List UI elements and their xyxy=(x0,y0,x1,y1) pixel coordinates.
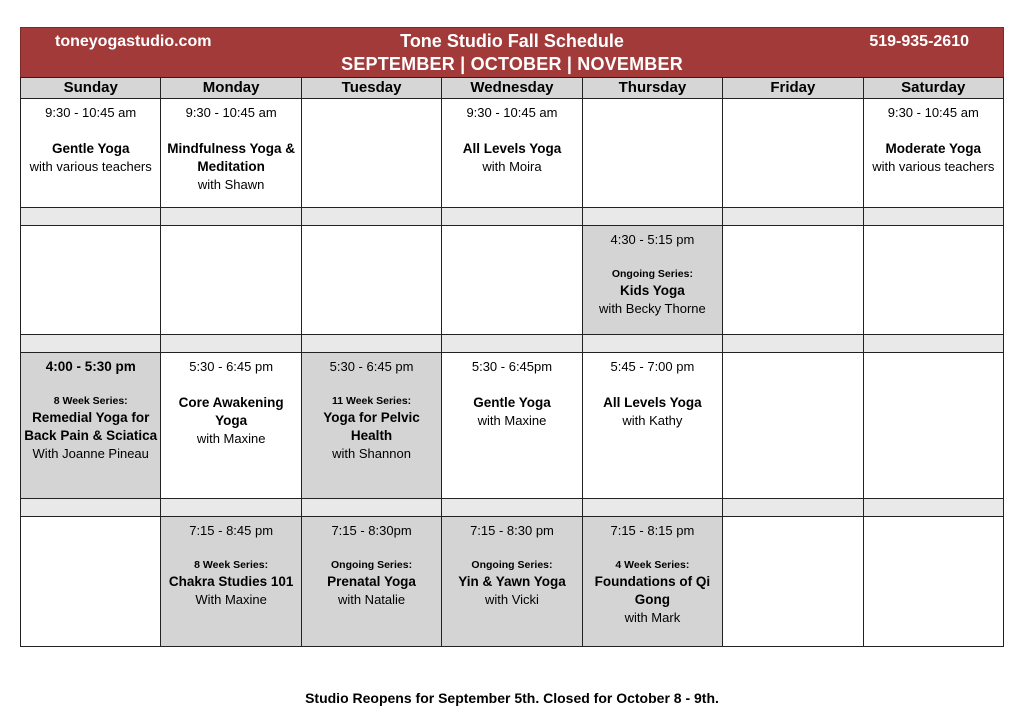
schedule-row-late-evening xyxy=(21,517,1004,647)
class-time: 5:45 - 7:00 pm xyxy=(610,359,695,374)
empty-cell xyxy=(723,353,863,499)
class-time: 7:15 - 8:45 pm xyxy=(189,523,274,538)
class-time: 9:30 - 10:45 am xyxy=(466,105,558,120)
class-cell-wednesday-late[interactable] xyxy=(442,517,582,647)
schedule-sheet xyxy=(20,27,1004,647)
day-header-saturday: Saturday xyxy=(863,78,1003,99)
schedule-footer-note: Studio Reopens for September 5th. Closed for October 8 - 9th. xyxy=(305,690,719,706)
series-label: Ongoing Series: xyxy=(611,268,693,280)
class-cell-thursday-afternoon[interactable] xyxy=(582,226,722,335)
empty-cell xyxy=(863,517,1003,647)
empty-cell xyxy=(161,226,301,335)
class-name: Kids Yoga xyxy=(620,283,685,298)
schedule-row-morning xyxy=(21,99,1004,208)
series-label: Ongoing Series: xyxy=(331,559,413,571)
class-cell-monday-evening[interactable] xyxy=(161,353,301,499)
day-header-tuesday: Tuesday xyxy=(301,78,441,99)
class-cell-monday-morning[interactable] xyxy=(161,99,301,208)
schedule-table xyxy=(20,77,1004,647)
empty-cell xyxy=(723,99,863,208)
class-cell-sunday-morning[interactable] xyxy=(21,99,161,208)
class-cell-thursday-late[interactable] xyxy=(582,517,722,647)
class-cell-monday-late[interactable] xyxy=(161,517,301,647)
class-name: Foundations of Qi Gong xyxy=(594,574,711,607)
class-instructor: with various teachers xyxy=(872,159,995,174)
class-cell-saturday-morning[interactable] xyxy=(863,99,1003,208)
class-name: All Levels Yoga xyxy=(462,141,562,156)
empty-cell xyxy=(863,226,1003,335)
class-instructor: with Shannon xyxy=(332,446,411,461)
class-cell-wednesday-evening[interactable] xyxy=(442,353,582,499)
day-header-monday: Monday xyxy=(161,78,301,99)
class-time: 5:30 - 6:45pm xyxy=(471,359,553,374)
day-header-row xyxy=(21,78,1004,99)
series-label: 11 Week Series: xyxy=(331,395,412,407)
class-instructor: with Becky Thorne xyxy=(599,301,706,316)
class-cell-wednesday-morning[interactable] xyxy=(442,99,582,208)
class-instructor: with Maxine xyxy=(477,413,547,428)
empty-cell xyxy=(21,226,161,335)
class-time: 4:00 - 5:30 pm xyxy=(45,359,136,374)
empty-cell xyxy=(301,226,441,335)
day-header-sunday: Sunday xyxy=(21,78,161,99)
class-instructor: With Joanne Pineau xyxy=(32,446,149,461)
class-name: Yin & Yawn Yoga xyxy=(458,574,566,589)
website-link[interactable]: toneyogastudio.com xyxy=(55,33,212,50)
class-time: 7:15 - 8:15 pm xyxy=(610,523,695,538)
day-header-wednesday: Wednesday xyxy=(442,78,582,99)
phone-number: 519-935-2610 xyxy=(869,33,969,50)
schedule-row-afternoon xyxy=(21,226,1004,335)
class-name: Core Awakening Yoga xyxy=(178,395,284,428)
class-name: Moderate Yoga xyxy=(885,141,982,156)
series-label: 4 Week Series: xyxy=(615,559,690,571)
empty-cell xyxy=(723,517,863,647)
class-cell-thursday-evening[interactable] xyxy=(582,353,722,499)
class-cell-tuesday-evening[interactable] xyxy=(301,353,441,499)
schedule-row-evening xyxy=(21,353,1004,499)
class-time: 7:15 - 8:30pm xyxy=(331,523,412,538)
class-time: 4:30 - 5:15 pm xyxy=(610,232,695,247)
class-time: 9:30 - 10:45 am xyxy=(887,105,979,120)
separator-row xyxy=(21,208,1004,226)
class-instructor: with Mark xyxy=(624,610,681,625)
class-instructor: with Shawn xyxy=(197,177,265,192)
class-instructor: with Maxine xyxy=(196,431,266,446)
class-instructor: with Natalie xyxy=(337,592,406,607)
class-name: Chakra Studies 101 xyxy=(168,574,294,589)
class-name: Prenatal Yoga xyxy=(327,574,416,589)
class-time: 5:30 - 6:45 pm xyxy=(329,359,414,374)
separator-row xyxy=(21,499,1004,517)
class-name: Gentle Yoga xyxy=(473,395,551,410)
class-instructor: with Moira xyxy=(482,159,542,174)
separator-row xyxy=(21,335,1004,353)
empty-cell xyxy=(863,353,1003,499)
schedule-months: SEPTEMBER | OCTOBER | NOVEMBER xyxy=(341,54,683,74)
series-label: 8 Week Series: xyxy=(53,395,128,407)
empty-cell xyxy=(723,226,863,335)
series-label: Ongoing Series: xyxy=(471,559,553,571)
class-time: 7:15 - 8:30 pm xyxy=(470,523,554,538)
class-time: 9:30 - 10:45 am xyxy=(45,105,137,120)
class-name: Mindfulness Yoga & Meditation xyxy=(167,141,296,174)
class-instructor: with Kathy xyxy=(622,413,683,428)
header-banner xyxy=(20,27,1004,77)
empty-cell xyxy=(301,99,441,208)
class-name: Gentle Yoga xyxy=(51,141,130,156)
empty-cell xyxy=(442,226,582,335)
empty-cell xyxy=(21,517,161,647)
empty-cell xyxy=(582,99,722,208)
day-header-friday: Friday xyxy=(723,78,863,99)
class-cell-sunday-evening[interactable] xyxy=(21,353,161,499)
class-instructor: with various teachers xyxy=(29,159,152,174)
class-name: Yoga for Pelvic Health xyxy=(323,410,420,443)
schedule-title: Tone Studio Fall Schedule xyxy=(400,31,624,51)
class-instructor: With Maxine xyxy=(195,592,267,607)
class-time: 9:30 - 10:45 am xyxy=(185,105,277,120)
class-cell-tuesday-late[interactable] xyxy=(301,517,441,647)
series-label: 8 Week Series: xyxy=(194,559,269,571)
class-name: All Levels Yoga xyxy=(603,395,702,410)
class-instructor: with Vicki xyxy=(485,592,539,607)
class-time: 5:30 - 6:45 pm xyxy=(189,359,274,374)
day-header-thursday: Thursday xyxy=(582,78,722,99)
class-name: Remedial Yoga for Back Pain & Sciatica xyxy=(24,410,158,443)
